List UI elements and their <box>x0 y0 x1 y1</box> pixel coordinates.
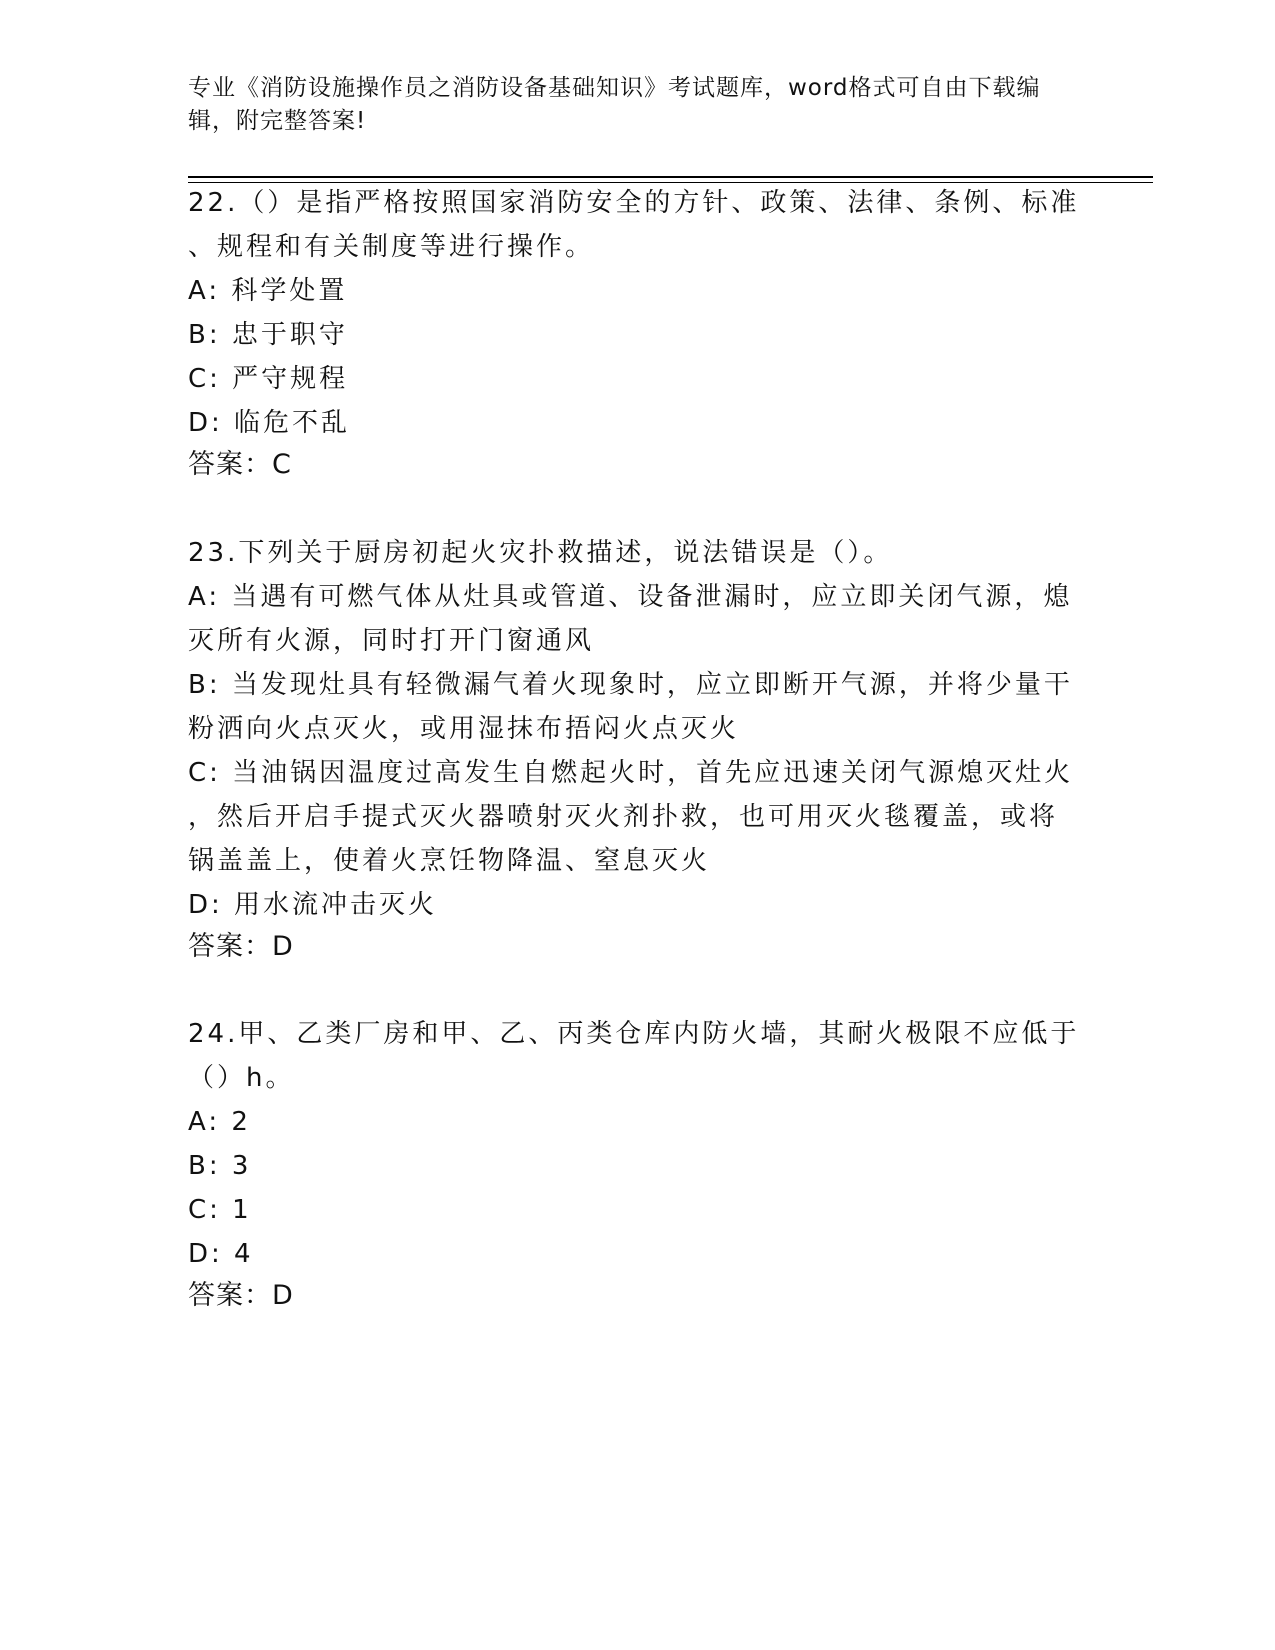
question-23-option-d: D: 用水流冲击灭火 <box>188 890 438 920</box>
question-22-option-c: C: 严守规程 <box>188 364 349 394</box>
question-24-option-c: C: 1 <box>188 1195 252 1225</box>
question-23-option-a-line-1: A: 当遇有可燃气体从灶具或管道、设备泄漏时，应立即关闭气源，熄 <box>188 582 1073 612</box>
question-23-option-c-line-3: 锅盖盖上，使着火烹饪物降温、窒息灭火 <box>188 846 711 876</box>
question-22-option-a: A: 科学处置 <box>188 276 348 306</box>
question-24-option-b: B: 3 <box>188 1151 252 1181</box>
question-23-option-a-line-2: 灭所有火源，同时打开门窗通风 <box>188 626 595 656</box>
document-header <box>188 72 1078 138</box>
question-23-option-c-line-2: ，然后开启手提式灭火器喷射灭火剂扑救，也可用灭火毯覆盖，或将 <box>188 802 1059 832</box>
question-23-option-b-line-2: 粉洒向火点灭火，或用湿抹布捂闷火点灭火 <box>188 714 740 744</box>
question-22-stem-line-2: 、规程和有关制度等进行操作。 <box>188 232 595 262</box>
header-line-1: 专业《消防设施操作员之消防设备基础知识》考试题库，word格式可自由下载编 <box>188 75 1041 101</box>
question-24-stem-line-2: （）h。 <box>188 1063 295 1093</box>
header-divider-thin <box>188 182 1153 183</box>
header-divider-thick <box>188 176 1153 178</box>
question-22-option-b: B: 忠于职守 <box>188 320 348 350</box>
question-23-answer: 答案：D <box>188 931 294 962</box>
question-24-answer: 答案：D <box>188 1280 294 1311</box>
question-22-stem-line-1: 22.（）是指严格按照国家消防安全的方针、政策、法律、条例、标准 <box>188 188 1080 218</box>
question-24-option-a: A: 2 <box>188 1107 251 1137</box>
question-23-stem-line-1: 23.下列关于厨房初起火灾扑救描述，说法错误是（）。 <box>188 538 893 568</box>
question-22-option-d: D: 临危不乱 <box>188 408 351 438</box>
question-23-option-c-line-1: C: 当油锅因温度过高发生自燃起火时，首先应迅速关闭气源熄灭灶火 <box>188 758 1074 788</box>
question-24-option-d: D: 4 <box>188 1239 254 1269</box>
question-23-option-b-line-1: B: 当发现灶具有轻微漏气着火现象时，应立即断开气源，并将少量干 <box>188 670 1073 700</box>
question-24-stem-line-1: 24.甲、乙类厂房和甲、乙、丙类仓库内防火墙，其耐火极限不应低于 <box>188 1019 1080 1049</box>
question-22-answer: 答案：C <box>188 449 292 480</box>
header-line-2: 辑，附完整答案! <box>188 108 367 134</box>
